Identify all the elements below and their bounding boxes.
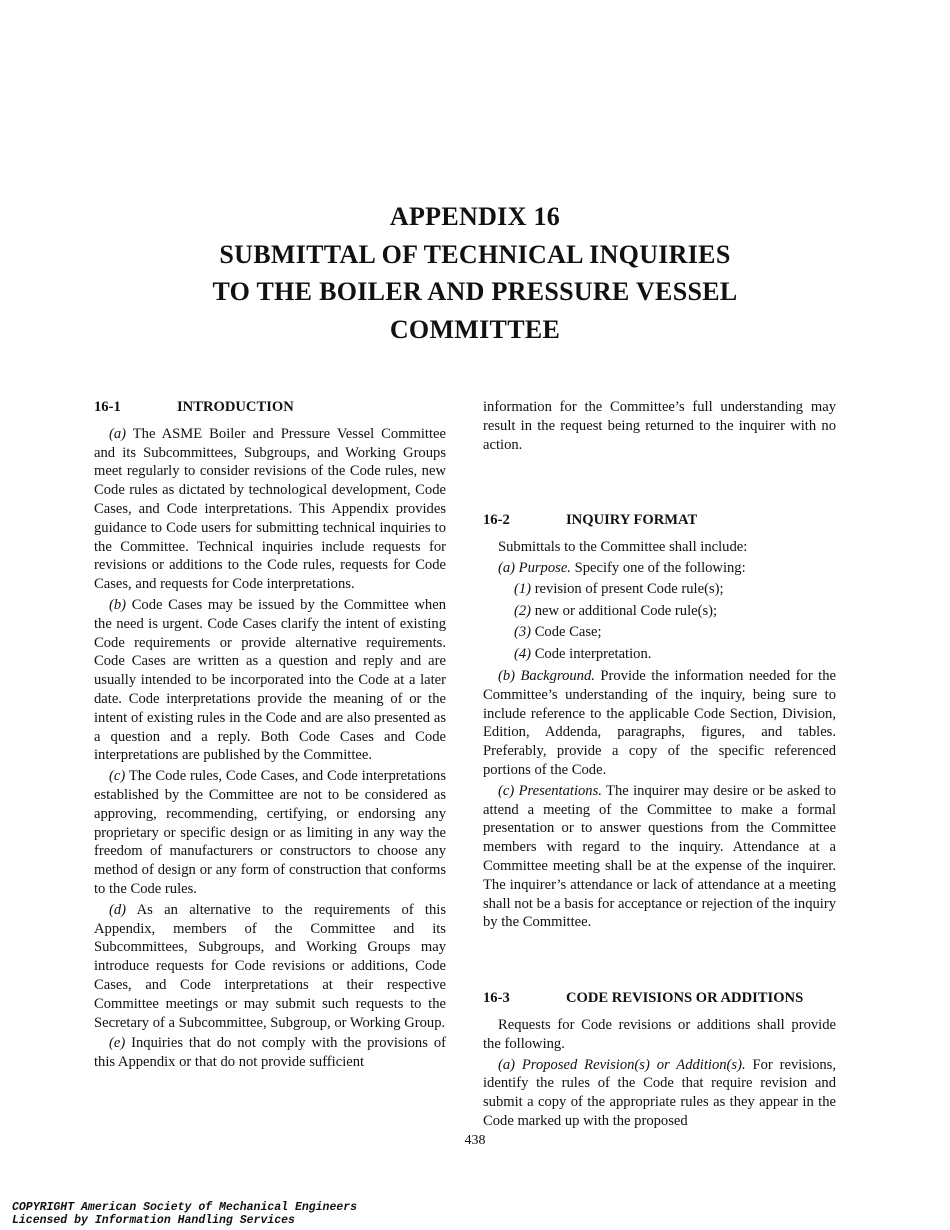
- paragraph-text: Provide the information needed for the Committee’s understanding of the inquiry, being sure to include reference to the applicable Code Section, Division, Edition, Addenda, paragraphs, figures, and tables. Preferably, provide a copy of the specific referenced portions of the Code.: [483, 667, 836, 778]
- paragraph-text: Inquiries that do not comply with the provisions of this Appendix or that do not provide sufficient: [94, 1035, 446, 1071]
- copyright-notice: [12, 1201, 357, 1227]
- title-line-4: COMMITTEE: [389, 314, 561, 344]
- paragraph-label: (a): [109, 425, 127, 442]
- paragraph-16-1-d: [94, 901, 446, 1033]
- paragraph-16-3-a: [483, 1056, 836, 1131]
- paragraph-text: Code Cases may be issued by the Committee when the need is urgent. Code Cases clarify the intent of existing Code requirements or provide alternative requirements. Code Cases are written as a question and reply and are usually intended to be incorporated into the Code at a later date. Code interpretations provide the meaning of or the intent of existing rules in the Code and are also presented as a question and a reply. Both Code Cases and Code interpretations are published by the Committee.: [94, 596, 446, 764]
- section-number: 16-3: [483, 990, 510, 1007]
- list-item-text: Code interpretation.: [534, 646, 652, 663]
- paragraph-16-1-e: [94, 1034, 446, 1072]
- list-item: [483, 580, 836, 599]
- paragraph-label: (e): [109, 1035, 126, 1052]
- list-item-text: Code Case;: [534, 624, 602, 641]
- paragraph-label: (a) Proposed Revision(s) or Addition(s).: [498, 1056, 746, 1073]
- list-item-text: new or additional Code rule(s);: [534, 602, 718, 619]
- paragraph-text: As an alternative to the requirements of this Appendix, members of the Committee and its Subcommittees, Subgroups, and Working Groups may introduce requests for Code revisions or additions, Code Cases, and Code interpretations at their respective Committee meetings or may submit such requests to the Secretary of a Subcommittee, Subgroup, or Working Group.: [94, 901, 447, 1031]
- title-line-1: APPENDIX 16: [389, 202, 561, 231]
- paragraph-16-2-c: [483, 782, 836, 932]
- paragraph-label: (d): [109, 901, 127, 918]
- page-number: 438: [464, 1133, 486, 1148]
- list-item: [483, 645, 836, 664]
- paragraph-text: The Code rules, Code Cases, and Code interpretations established by the Committee are not to be considered as approving, recommending, certifying, or endorsing any proprietary or specific design or as limiting in any way the freedom of manufacturers or constructors to choose any method of design or any form of construction that conforms to the Code rules.: [94, 768, 447, 897]
- appendix-title: [0, 198, 950, 348]
- title-line-2: SUBMITTAL OF TECHNICAL INQUIRIES: [219, 239, 731, 269]
- paragraph-16-1-b: [94, 596, 446, 765]
- right-column: [483, 398, 836, 1133]
- paragraph-label: (b) Background.: [498, 667, 595, 684]
- section-title: INTRODUCTION: [177, 399, 294, 415]
- section-16-3-heading: [483, 989, 836, 1008]
- paragraph-16-3-intro: Requests for Code revisions or additions shall provide the following.: [483, 1016, 836, 1052]
- section-number: 16-1: [94, 399, 121, 415]
- paragraph-16-2-intro: Submittals to the Committee shall include:: [498, 539, 748, 556]
- section-16-1-heading: [94, 398, 446, 417]
- section-number: 16-2: [483, 512, 510, 529]
- left-column: [94, 398, 446, 1074]
- paragraph-label: (a) Purpose.: [498, 559, 571, 576]
- paragraph-label: (c): [109, 768, 126, 785]
- section-title: CODE REVISIONS OR ADDITIONS: [566, 990, 804, 1007]
- list-item-label: (2): [514, 602, 532, 619]
- list-item: [483, 623, 836, 642]
- paragraph-text: For revisions, identify the rules of the Code that require revision and submit a copy of the appropriate rules as they appear in the Code marked up with the proposed: [483, 1056, 837, 1129]
- paragraph-text: The inquirer may desire or be asked to attend a meeting of the Committee to make a formal presentation or to answer questions from the Committee members with regard to the inquiry. Attendance at a Committee meeting shall be at the expense of the inquirer. The inquirer’s attendance or lack of attendance at a meeting shall not be a basis for acceptance or rejection of the inquiry by the Committee.: [483, 782, 836, 931]
- paragraph-16-1-a: [94, 425, 446, 594]
- title-line-3: TO THE BOILER AND PRESSURE VESSEL: [212, 277, 738, 306]
- paragraph-text: The ASME Boiler and Pressure Vessel Committee and its Subcommittees, Subgroups, and Working Groups meet regularly to consider revisions of the Code rules, new Code rules as dictated by technological development, Code Cases, and Code interpretations. This Appendix provides guidance to Code users for submitting technical inquiries to the Committee. Technical inquiries include requests for revisions or additions to the Code rules, requests for Code Cases, and requests for Code interpretations.: [94, 425, 446, 593]
- paragraph-text: Specify one of the following:: [574, 559, 746, 576]
- paragraph-16-1-e-continued: information for the Committee’s full understanding may result in the request being returned to the inquirer with no action.: [483, 399, 836, 453]
- list-item-text: revision of present Code rule(s);: [534, 580, 724, 597]
- license-line: Licensed by Information Handling Services: [12, 1214, 295, 1227]
- paragraph-16-2-a: [483, 559, 836, 578]
- list-item-label: (1): [514, 580, 532, 597]
- paragraph-label: (c) Presentations.: [498, 782, 602, 799]
- copyright-line: COPYRIGHT American Society of Mechanical Engineers: [12, 1201, 358, 1214]
- paragraph-16-2-b: [483, 667, 836, 780]
- paragraph-16-1-c: [94, 767, 446, 899]
- paragraph-label: (b): [109, 596, 127, 613]
- section-title: INQUIRY FORMAT: [566, 512, 698, 529]
- list-item-label: (4): [514, 646, 532, 663]
- list-item: [483, 602, 836, 621]
- list-item-label: (3): [514, 624, 532, 641]
- section-16-2-heading: [483, 511, 836, 530]
